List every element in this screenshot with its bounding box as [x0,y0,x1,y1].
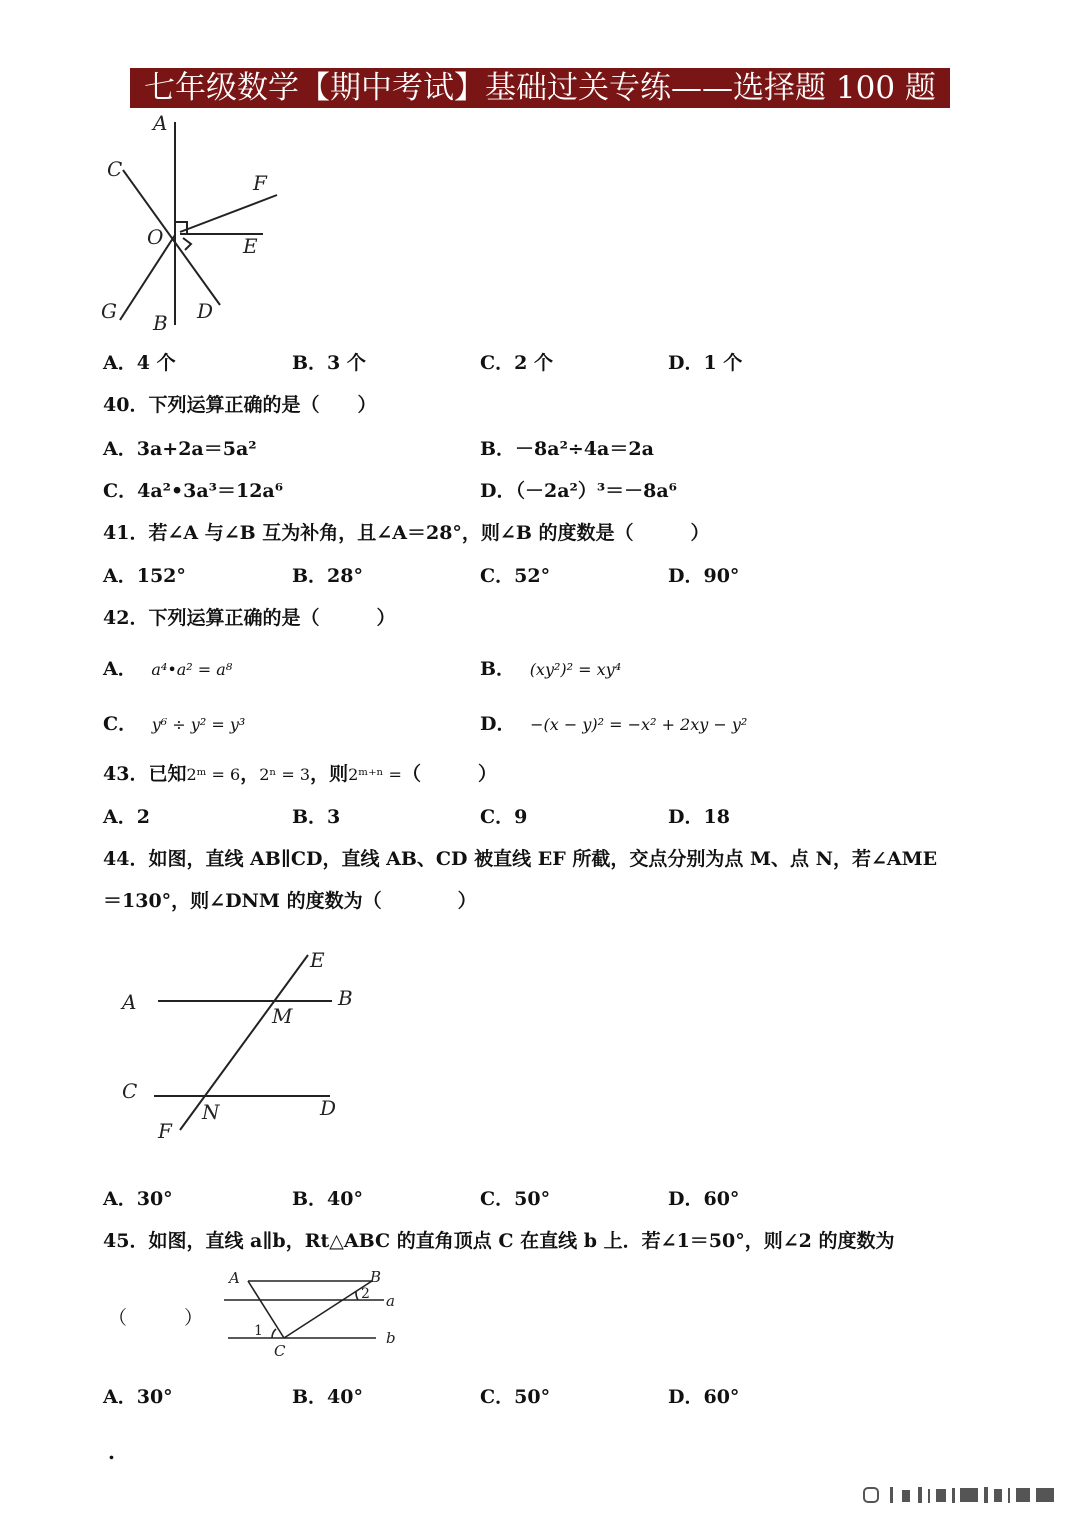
q40-option-a[interactable]: A．3a+2a＝5a² [103,438,257,460]
q45-option-c[interactable]: C．50° [480,1386,551,1408]
q41-option-c[interactable]: C．52° [480,565,551,587]
q44-option-d[interactable]: D．60° [668,1188,740,1210]
q40-option-d[interactable]: D．（－2a²）³＝－8a⁶ [480,480,678,502]
q43-stem-pre: 43．已知 [103,763,187,785]
q42-option-c[interactable] [103,709,245,736]
q43-expr-3: 2ᵐ⁺ⁿ = [348,765,402,784]
q43-mid: ，则 [310,763,349,785]
q40-option-c[interactable]: C．4a²•3a³＝12a⁶ [103,480,284,502]
label-F: F [253,171,267,195]
q43-option-b[interactable]: B．3 [292,806,341,828]
label-B: B [370,1268,382,1286]
q39-option-b[interactable]: B．3 个 [292,352,366,374]
q41-option-b[interactable]: B．28° [292,565,363,587]
label-B: B [153,311,168,335]
q42-option-b-expr: (xy²)² = xy⁴ [529,660,622,679]
q39-option-c[interactable]: C．2 个 [480,352,553,374]
q44-option-b[interactable]: B．40° [292,1188,363,1210]
triangle-figure-q45 [218,1268,408,1360]
q43-stem-post: （ ） [401,763,497,785]
label-2: 2 [361,1286,370,1302]
q42-option-b[interactable] [480,654,621,681]
q41-option-d[interactable]: D．90° [668,565,740,587]
q42-option-a-expr: a⁴•a² = a⁸ [151,660,233,679]
label-D: D [197,299,214,323]
label-G: G [101,299,117,323]
label-M: M [272,1004,293,1028]
q42-option-b-label: B． [480,658,516,680]
q43-sep: ， [240,763,260,785]
watermark-logo [862,1484,1062,1506]
label-a: a [386,1292,395,1310]
q40-stem: 40．下列运算正确的是（ ） [103,394,377,416]
q45-option-d[interactable]: D．60° [668,1386,740,1408]
q44-stem-line-2: ＝130°，则∠DNM 的度数为（ ） [103,890,477,912]
label-B: B [338,986,353,1010]
label-N: N [202,1100,220,1124]
label-1: 1 [254,1323,263,1339]
q43-option-c[interactable]: C．9 [480,806,528,828]
label-A: A [122,990,137,1014]
label-C: C [274,1342,286,1360]
q42-option-d-expr: −(x − y)² = −x² + 2xy − y² [530,715,748,734]
q43-option-a[interactable]: A．2 [103,806,150,828]
label-b: b [386,1329,396,1347]
q42-stem: 42．下列运算正确的是（ ） [103,607,396,629]
q42-option-a[interactable] [103,654,232,681]
q44-option-c[interactable]: C．50° [480,1188,551,1210]
parallel-lines-figure-q44 [110,945,380,1150]
end-mark: . [108,1440,115,1464]
q42-option-c-expr: y⁶ ÷ y² = y³ [151,715,246,734]
q42-option-d[interactable] [480,709,747,736]
q45-option-b[interactable]: B．40° [292,1386,363,1408]
q43-expr-2: 2ⁿ = 3 [259,765,311,784]
q42-option-a-label: A． [103,658,137,680]
label-F: F [158,1119,172,1143]
page-title: 七年级数学【期中考试】基础过关专练——选择题 100 题 [130,68,950,108]
label-O: O [147,225,164,249]
q44-stem-line-1: 44．如图，直线 AB∥CD，直线 AB、CD 被直线 EF 所截，交点分别为点 M、点 N，若∠AME [103,848,938,870]
q44-option-a[interactable]: A．30° [103,1188,173,1210]
label-A: A [153,111,168,135]
q45-option-a[interactable]: A．30° [103,1386,173,1408]
angle-figure-q39 [95,110,295,340]
q42-option-d-label: D． [480,713,516,735]
label-C: C [122,1079,138,1103]
q41-option-a[interactable]: A．152° [103,565,186,587]
q45-stem: 45．如图，直线 a∥b，Rt△ABC 的直角顶点 C 在直线 b 上．若∠1＝50°，则∠2 的度数为 [103,1230,895,1252]
q39-option-d[interactable]: D．1 个 [668,352,743,374]
label-C: C [107,157,123,181]
q41-stem: 41．若∠A 与∠B 互为补角，且∠A＝28°，则∠B 的度数是（ ） [103,522,710,544]
q45-answer-paren: （ ） [108,1307,204,1329]
q43-stem [103,759,497,786]
q43-option-d[interactable]: D．18 [668,806,730,828]
label-E: E [310,948,325,972]
q39-option-a[interactable]: A．4 个 [103,352,176,374]
q40-option-b[interactable]: B．－8a²÷4a＝2a [480,438,654,460]
q43-expr-1: 2ᵐ = 6 [186,765,241,784]
label-D: D [320,1096,337,1120]
label-E: E [243,234,258,258]
q42-option-c-label: C． [103,713,138,735]
label-A: A [229,1269,240,1287]
